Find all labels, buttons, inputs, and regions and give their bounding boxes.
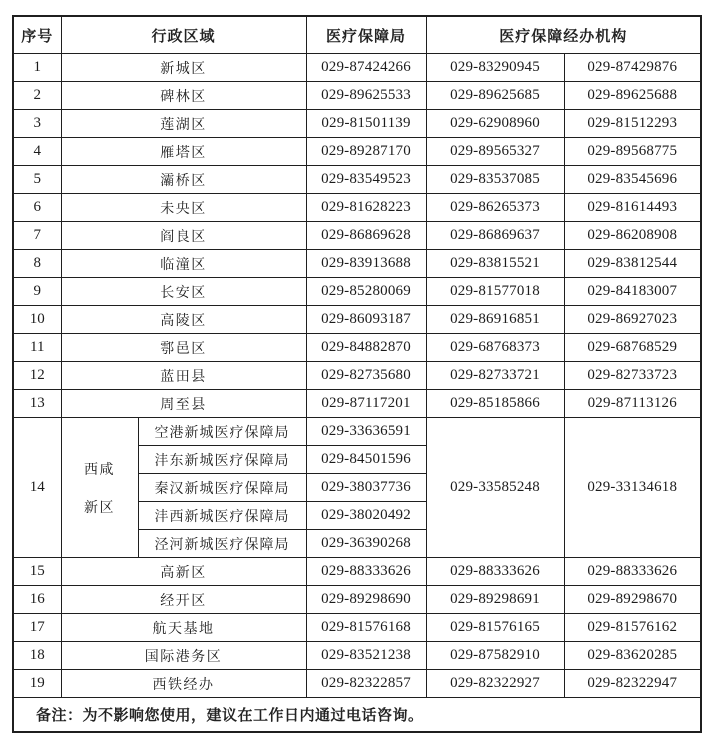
agency-phone-1: 029-89298691: [426, 586, 564, 614]
row-no: 4: [13, 138, 61, 166]
region-name: 长安区: [61, 278, 306, 306]
region-name: 蓝田县: [61, 362, 306, 390]
header-administrative-region: 行政区域: [61, 16, 306, 54]
agency-phone-2: 029-81576162: [564, 614, 701, 642]
region-line-1: 西咸: [84, 462, 115, 478]
agency-phone-2: 029-86927023: [564, 306, 701, 334]
agency-phone-1: 029-83290945: [426, 54, 564, 82]
row-no: 18: [13, 642, 61, 670]
table-row: [13, 670, 701, 698]
agency-phone-2: 029-83812544: [564, 250, 701, 278]
table-row: [13, 586, 701, 614]
agency-phone-2: 029-89625688: [564, 82, 701, 110]
table-row: [13, 362, 701, 390]
bureau-phone: 029-83913688: [306, 250, 426, 278]
agency-phone-2: 029-83620285: [564, 642, 701, 670]
agency-phone-1: 029-81577018: [426, 278, 564, 306]
table-row: [13, 558, 701, 586]
row-no: 8: [13, 250, 61, 278]
subdistrict-name: 沣东新城医疗保障局: [138, 446, 306, 474]
row-no: 16: [13, 586, 61, 614]
row-no: 10: [13, 306, 61, 334]
table-row: [13, 306, 701, 334]
subdistrict-name: 沣西新城医疗保障局: [138, 502, 306, 530]
agency-phone-1: 029-81576165: [426, 614, 564, 642]
agency-phone-1: 029-82322927: [426, 670, 564, 698]
region-name-xixian: [61, 418, 138, 558]
bureau-phone: 029-81628223: [306, 194, 426, 222]
row-no: 11: [13, 334, 61, 362]
region-name: 临潼区: [61, 250, 306, 278]
agency-phone-1: 029-85185866: [426, 390, 564, 418]
region-name: 灞桥区: [61, 166, 306, 194]
bureau-phone: 029-87117201: [306, 390, 426, 418]
agency-phone-2: 029-82322947: [564, 670, 701, 698]
region-name: 新城区: [61, 54, 306, 82]
subdistrict-name: 泾河新城医疗保障局: [138, 530, 306, 558]
region-name: 周至县: [61, 390, 306, 418]
header-medical-insurance-agency: 医疗保障经办机构: [426, 16, 701, 54]
agency-phone-2: 029-87429876: [564, 54, 701, 82]
bureau-phone: 029-89287170: [306, 138, 426, 166]
agency-phone-2: 029-88333626: [564, 558, 701, 586]
row-no: 15: [13, 558, 61, 586]
row-no: 13: [13, 390, 61, 418]
row-no: 19: [13, 670, 61, 698]
agency-phone-1: 029-88333626: [426, 558, 564, 586]
row-no: 1: [13, 54, 61, 82]
agency-phone-1: 029-86265373: [426, 194, 564, 222]
agency-phone-1: 029-82733721: [426, 362, 564, 390]
region-name: 西铁经办: [61, 670, 306, 698]
agency-phone-1: 029-68768373: [426, 334, 564, 362]
table-row: [13, 138, 701, 166]
note-row: [13, 698, 701, 733]
bureau-phone: 029-89625533: [306, 82, 426, 110]
region-name: 雁塔区: [61, 138, 306, 166]
region-name: 经开区: [61, 586, 306, 614]
table-row: [13, 54, 701, 82]
note-text: 备注：为不影响您使用，建议在工作日内通过电话咨询。: [13, 698, 701, 733]
subdistrict-name: 空港新城医疗保障局: [138, 418, 306, 446]
region-name: 国际港务区: [61, 642, 306, 670]
agency-phone-1: 029-83537085: [426, 166, 564, 194]
bureau-phone: 029-87424266: [306, 54, 426, 82]
agency-phone-1: 029-83815521: [426, 250, 564, 278]
agency-phone-1: 029-86916851: [426, 306, 564, 334]
row-no: 3: [13, 110, 61, 138]
row-no: 7: [13, 222, 61, 250]
region-name: 阎良区: [61, 222, 306, 250]
bureau-phone: 029-84882870: [306, 334, 426, 362]
table-row: [13, 334, 701, 362]
xixian-sub-row: [13, 418, 701, 446]
agency-phone-2: 029-83545696: [564, 166, 701, 194]
subdistrict-phone: 029-38037736: [306, 474, 426, 502]
agency-phone-2: 029-89298670: [564, 586, 701, 614]
table-row: [13, 250, 701, 278]
region-line-2: 新区: [84, 500, 115, 516]
region-name: 碑林区: [61, 82, 306, 110]
agency-phone-2: 029-68768529: [564, 334, 701, 362]
agency-phone-1: 029-33585248: [426, 418, 564, 558]
bureau-phone: 029-83521238: [306, 642, 426, 670]
row-no: 12: [13, 362, 61, 390]
header-row: [13, 16, 701, 54]
table-row: [13, 614, 701, 642]
region-name: 莲湖区: [61, 110, 306, 138]
subdistrict-phone: 029-38020492: [306, 502, 426, 530]
table-row: [13, 278, 701, 306]
agency-phone-2: 029-87113126: [564, 390, 701, 418]
bureau-phone: 029-88333626: [306, 558, 426, 586]
row-no: 9: [13, 278, 61, 306]
agency-phone-1: 029-87582910: [426, 642, 564, 670]
region-name: 鄠邑区: [61, 334, 306, 362]
row-no: 6: [13, 194, 61, 222]
bureau-phone: 029-85280069: [306, 278, 426, 306]
row-no: 14: [13, 418, 61, 558]
agency-phone-2: 029-84183007: [564, 278, 701, 306]
agency-phone-2: 029-82733723: [564, 362, 701, 390]
row-no: 5: [13, 166, 61, 194]
bureau-phone: 029-89298690: [306, 586, 426, 614]
agency-phone-1: 029-62908960: [426, 110, 564, 138]
region-name: 航天基地: [61, 614, 306, 642]
agency-phone-1: 029-89565327: [426, 138, 564, 166]
table-row: [13, 222, 701, 250]
bureau-phone: 029-82322857: [306, 670, 426, 698]
bureau-phone: 029-82735680: [306, 362, 426, 390]
row-no: 17: [13, 614, 61, 642]
table-row: [13, 194, 701, 222]
table-row: [13, 642, 701, 670]
table-row: [13, 166, 701, 194]
table-row: [13, 390, 701, 418]
subdistrict-phone: 029-84501596: [306, 446, 426, 474]
subdistrict-name: 秦汉新城医疗保障局: [138, 474, 306, 502]
region-name: 高新区: [61, 558, 306, 586]
bureau-phone: 029-86869628: [306, 222, 426, 250]
subdistrict-phone: 029-36390268: [306, 530, 426, 558]
agency-phone-2: 029-33134618: [564, 418, 701, 558]
subdistrict-phone: 029-33636591: [306, 418, 426, 446]
header-serial-number: 序号: [13, 16, 61, 54]
region-name: 未央区: [61, 194, 306, 222]
bureau-phone: 029-81501139: [306, 110, 426, 138]
bureau-phone: 029-83549523: [306, 166, 426, 194]
table-row: [13, 110, 701, 138]
agency-phone-1: 029-86869637: [426, 222, 564, 250]
table-row: [13, 82, 701, 110]
bureau-phone: 029-81576168: [306, 614, 426, 642]
row-no: 2: [13, 82, 61, 110]
region-name: 高陵区: [61, 306, 306, 334]
agency-phone-2: 029-86208908: [564, 222, 701, 250]
agency-phone-2: 029-81614493: [564, 194, 701, 222]
header-medical-insurance-bureau: 医疗保障局: [306, 16, 426, 54]
bureau-phone: 029-86093187: [306, 306, 426, 334]
agency-phone-2: 029-89568775: [564, 138, 701, 166]
medical-insurance-contact-table: [12, 15, 702, 733]
agency-phone-2: 029-81512293: [564, 110, 701, 138]
agency-phone-1: 029-89625685: [426, 82, 564, 110]
